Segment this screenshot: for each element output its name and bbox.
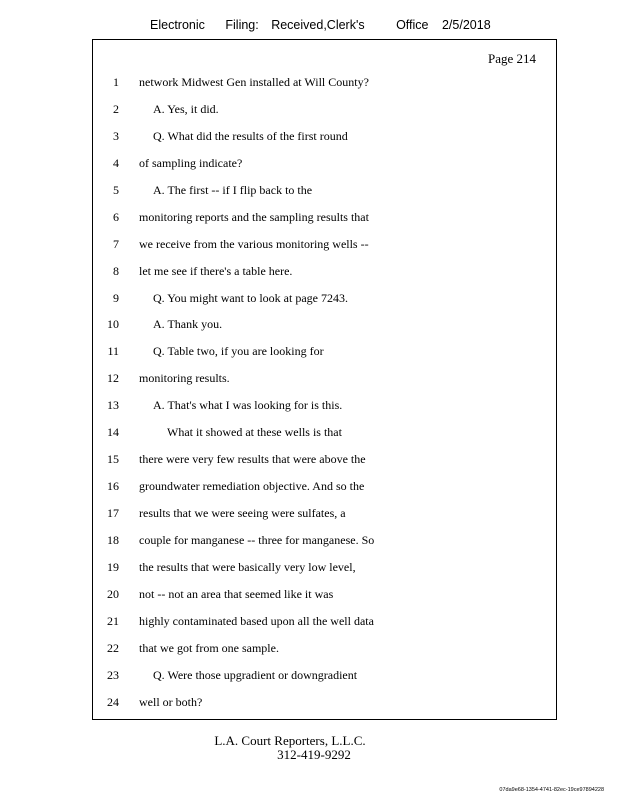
transcript-line <box>93 499 556 526</box>
transcript-line <box>93 580 556 607</box>
line-text: well or both? <box>139 694 203 709</box>
transcript-line <box>93 364 556 391</box>
page-number: Page 214 <box>487 51 536 66</box>
line-number: 12 <box>107 371 119 386</box>
line-text: there were very few results that were above the <box>139 452 366 467</box>
transcript-line <box>93 68 556 95</box>
line-number: 8 <box>113 263 119 278</box>
line-text: of sampling indicate? <box>139 155 243 170</box>
line-text: A. Yes, it did. <box>153 101 219 116</box>
line-text: results that we were seeing were sulfates, a <box>139 506 346 520</box>
line-number: 6 <box>113 209 119 224</box>
filing-header <box>150 18 491 32</box>
line-text: Q. Table two, if you are looking for <box>153 344 324 359</box>
line-text: not -- not an area that seemed like it was <box>139 586 334 601</box>
line-text: A. That's what I was looking for is this. <box>153 398 343 413</box>
transcript-line <box>93 526 556 553</box>
transcript-line <box>93 203 556 230</box>
document-hash: 07da9e68-1354-4741-82ec-19ce97894228 <box>499 787 604 793</box>
transcript-line <box>93 553 556 580</box>
transcript-line <box>93 230 556 257</box>
line-number: 24 <box>107 694 119 709</box>
transcript-line <box>93 634 556 661</box>
transcript-line <box>93 176 556 203</box>
filing-header-electronic: Electronic <box>150 18 205 32</box>
transcript-page <box>92 39 557 720</box>
transcript-line <box>93 149 556 176</box>
line-number: 13 <box>107 398 119 413</box>
filing-header-date: 2/5/2018 <box>441 18 491 32</box>
line-number: 17 <box>107 506 119 520</box>
transcript-line <box>93 445 556 472</box>
transcript-line <box>93 472 556 499</box>
transcript-line <box>93 607 556 634</box>
line-number: 23 <box>107 667 119 682</box>
line-number: 3 <box>113 128 119 143</box>
line-text: What it showed at these wells is that <box>167 425 342 440</box>
transcript-line <box>93 391 556 418</box>
line-text: let me see if there's a table here. <box>139 263 293 278</box>
filing-header-received: Received,Clerk's <box>271 18 365 32</box>
line-text: monitoring results. <box>139 371 230 386</box>
transcript-line <box>93 310 556 337</box>
transcript-line <box>93 337 556 364</box>
filing-header-office: Office <box>396 18 429 32</box>
footer-phone: 312-419-9292 <box>277 747 351 762</box>
line-text: A. Thank you. <box>153 317 223 332</box>
filing-header-filing: Filing: <box>225 18 259 32</box>
line-number: 1 <box>113 75 119 89</box>
line-text: we receive from the various monitoring wells -- <box>139 236 369 251</box>
footer-company: L.A. Court Reporters, L.L.C. <box>214 733 366 748</box>
transcript-line <box>93 95 556 122</box>
line-text: couple for manganese -- three for manganese. So <box>139 532 375 547</box>
line-text: groundwater remediation objective. And so the <box>139 479 365 494</box>
line-text: A. The first -- if I flip back to the <box>153 182 313 197</box>
transcript-line <box>93 284 556 311</box>
line-number: 11 <box>107 344 119 359</box>
transcript-line <box>93 257 556 284</box>
line-number: 4 <box>113 155 119 170</box>
transcript-line <box>93 688 556 715</box>
line-text: Q. Were those upgradient or downgradient <box>153 667 358 682</box>
transcript-line <box>93 418 556 445</box>
transcript-lines <box>93 68 556 715</box>
line-text: Q. What did the results of the first round <box>153 128 348 143</box>
line-number: 14 <box>107 425 119 440</box>
line-number: 10 <box>107 317 119 332</box>
line-text: Q. You might want to look at page 7243. <box>153 290 348 305</box>
line-text: highly contaminated based upon all the well data <box>139 613 374 628</box>
line-number: 22 <box>107 640 119 655</box>
line-number: 18 <box>107 532 119 547</box>
line-text: network Midwest Gen installed at Will County? <box>139 75 369 89</box>
line-number: 7 <box>113 236 119 251</box>
line-text: monitoring reports and the sampling results that <box>139 209 369 224</box>
transcript-line <box>93 661 556 688</box>
transcript-line <box>93 122 556 149</box>
line-number: 19 <box>107 559 119 574</box>
line-number: 20 <box>107 586 119 601</box>
line-number: 16 <box>107 479 119 494</box>
line-text: that we got from one sample. <box>139 640 279 655</box>
line-text: the results that were basically very low level, <box>139 559 356 574</box>
line-number: 5 <box>113 182 119 197</box>
line-number: 9 <box>113 290 119 305</box>
line-number: 15 <box>107 452 119 467</box>
line-number: 21 <box>107 613 119 628</box>
line-number: 2 <box>113 101 119 116</box>
